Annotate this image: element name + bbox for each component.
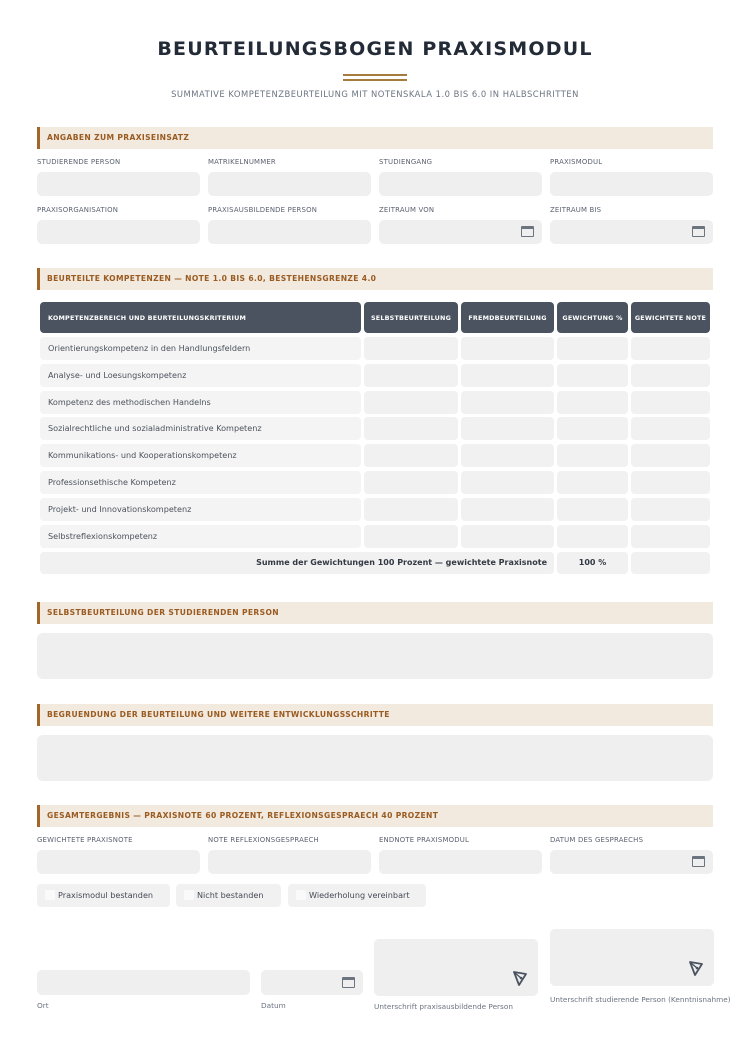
criterion-label: Sozialrechtliche und sozialadministrative Kompetenz [40,417,361,440]
section-begruendung-heading: BEGRUENDUNG DER BEURTEILUNG UND WEITERE ENTWICKLUNGSSCHRITTE [37,704,713,726]
gewichtung-cell[interactable] [557,471,628,494]
page-title: BEURTEILUNGSBOGEN PRAXISMODUL [157,38,593,60]
label-studiengang: STUDIENGANG [379,158,433,166]
label-note-reflexionsgespraech: NOTE REFLEXIONSGESPRAECH [208,836,319,844]
studiengang-field[interactable] [379,172,542,196]
gewichtung-cell[interactable] [557,498,628,521]
label-praxisausbildende-person: PRAXISAUSBILDENDE PERSON [208,206,318,214]
checkbox-praxismodul-bestanden[interactable] [37,884,170,907]
checkbox-box[interactable] [45,890,55,900]
calendar-icon[interactable] [521,226,534,237]
datum-des-gespraechs-field[interactable] [550,850,713,874]
praxisorganisation-field[interactable] [37,220,200,244]
datum-label: Datum [261,1001,286,1010]
zeitraum-bis-field[interactable] [550,220,713,244]
fremdbeurteilung-cell[interactable] [461,391,554,414]
column-header-kompetenzbereich: KOMPETENZBEREICH UND BEURTEILUNGSKRITERIUM [40,302,361,333]
label-zeitraum-von: ZEITRAUM VON [379,206,435,214]
fremdbeurteilung-cell[interactable] [461,337,554,360]
title-rule-bottom [343,79,407,81]
gewichtung-cell[interactable] [557,364,628,387]
section-kompetenzen-heading: BEURTEILTE KOMPETENZEN — NOTE 1.0 BIS 6.0, BESTEHENSGRENZE 4.0 [37,268,713,290]
calendar-icon[interactable] [342,977,355,988]
sum-weight-value: 100 % [557,552,628,574]
begruendung-textarea[interactable] [37,735,713,781]
label-praxisorganisation: PRAXISORGANISATION [37,206,119,214]
label-endnote-praxismodul: ENDNOTE PRAXISMODUL [379,836,470,844]
checkbox-box[interactable] [296,890,306,900]
section-gesamtergebnis-heading: GESAMTERGEBNIS — PRAXISNOTE 60 PROZENT, REFLEXIONSGESPRAECH 40 PROZENT [37,805,713,827]
checkbox-label: Praxismodul bestanden [58,890,154,900]
fremdbeurteilung-cell[interactable] [461,498,554,521]
selbstbeurteilung-cell[interactable] [364,391,458,414]
selbstbeurteilung-cell[interactable] [364,337,458,360]
gewichtete-praxisnote-field[interactable] [37,850,200,874]
selbstbeurteilung-cell[interactable] [364,417,458,440]
gewichtung-cell[interactable] [557,391,628,414]
praxismodul-field[interactable] [550,172,713,196]
section-selbstbeurteilung-heading: SELBSTBEURTEILUNG DER STUDIERENDEN PERSON [37,602,713,624]
gewichtete-note-cell[interactable] [631,525,710,548]
signature-studierende-field[interactable] [550,929,714,986]
label-datum-des-gespraechs: DATUM DES GESPRAECHS [550,836,644,844]
gewichtete-note-cell[interactable] [631,498,710,521]
section-angaben-heading: ANGABEN ZUM PRAXISEINSATZ [37,127,713,149]
note-reflexionsgespraech-field[interactable] [208,850,371,874]
criterion-label: Kommunikations- und Kooperationskompetenz [40,444,361,467]
label-matrikelnummer: MATRIKELNUMMER [208,158,276,166]
gewichtete-note-cell[interactable] [631,471,710,494]
criterion-label: Analyse- und Loesungskompetenz [40,364,361,387]
label-studierende-person: STUDIERENDE PERSON [37,158,121,166]
column-header-selbstbeurteilung: SELBSTBEURTEILUNG [364,302,458,333]
checkbox-label: Wiederholung vereinbart [309,890,410,900]
pen-nib-icon [687,959,705,977]
gewichtete-note-cell[interactable] [631,444,710,467]
title-rule-top [343,74,407,76]
calendar-icon[interactable] [692,226,705,237]
label-gewichtete-praxisnote: GEWICHTETE PRAXISNOTE [37,836,133,844]
column-header-gewichtung: GEWICHTUNG % [557,302,628,333]
selbstbeurteilung-cell[interactable] [364,364,458,387]
gewichtung-cell[interactable] [557,417,628,440]
selbstbeurteilung-cell[interactable] [364,444,458,467]
checkbox-label: Nicht bestanden [197,890,264,900]
page-subtitle: SUMMATIVE KOMPETENZBEURTEILUNG MIT NOTENSKALA 1.0 BIS 6.0 IN HALBSCHRITTEN [171,89,579,99]
sum-label: Summe der Gewichtungen 100 Prozent — gewichtete Praxisnote [40,552,554,574]
gewichtete-note-cell[interactable] [631,417,710,440]
gewichtung-cell[interactable] [557,525,628,548]
checkbox-wiederholung-vereinbart[interactable] [288,884,426,907]
column-header-fremdbeurteilung: FREMDBEURTEILUNG [461,302,554,333]
column-header-gewichtete-note: GEWICHTETE NOTE [631,302,710,333]
datum-field[interactable] [261,970,363,995]
gewichtung-cell[interactable] [557,337,628,360]
selbstbeurteilung-cell[interactable] [364,471,458,494]
criterion-label: Professionsethische Kompetenz [40,471,361,494]
label-zeitraum-bis: ZEITRAUM BIS [550,206,602,214]
studierende-person-field[interactable] [37,172,200,196]
endnote-praxismodul-field[interactable] [379,850,542,874]
checkbox-nicht-bestanden[interactable] [176,884,281,907]
selbstbeurteilung-cell[interactable] [364,498,458,521]
fremdbeurteilung-cell[interactable] [461,364,554,387]
checkbox-box[interactable] [184,890,194,900]
criterion-label: Orientierungskompetenz in den Handlungsfeldern [40,337,361,360]
gewichtete-note-cell[interactable] [631,391,710,414]
signature-studierende-label: Unterschrift studierende Person (Kenntnisnahme) [550,995,731,1004]
matrikelnummer-field[interactable] [208,172,371,196]
ort-field[interactable] [37,970,250,995]
criterion-label: Kompetenz des methodischen Handelns [40,391,361,414]
fremdbeurteilung-cell[interactable] [461,471,554,494]
fremdbeurteilung-cell[interactable] [461,417,554,440]
selbstbeurteilung-cell[interactable] [364,525,458,548]
criterion-label: Projekt- und Innovationskompetenz [40,498,361,521]
signature-praxis-field[interactable] [374,939,538,996]
fremdbeurteilung-cell[interactable] [461,525,554,548]
signature-praxis-label: Unterschrift praxisausbildende Person [374,1002,513,1011]
gewichtung-cell[interactable] [557,444,628,467]
criterion-label: Selbstreflexionskompetenz [40,525,361,548]
selbstbeurteilung-textarea[interactable] [37,633,713,679]
zeitraum-von-field[interactable] [379,220,542,244]
pen-nib-icon [511,969,529,987]
gewichtete-note-cell[interactable] [631,364,710,387]
ort-label: Ort [37,1001,49,1010]
calendar-icon[interactable] [692,856,705,867]
praxisausbildende-person-field[interactable] [208,220,371,244]
label-praxismodul: PRAXISMODUL [550,158,603,166]
gewichtete-note-cell[interactable] [631,337,710,360]
weighted-grade-total-field[interactable] [631,552,710,574]
fremdbeurteilung-cell[interactable] [461,444,554,467]
